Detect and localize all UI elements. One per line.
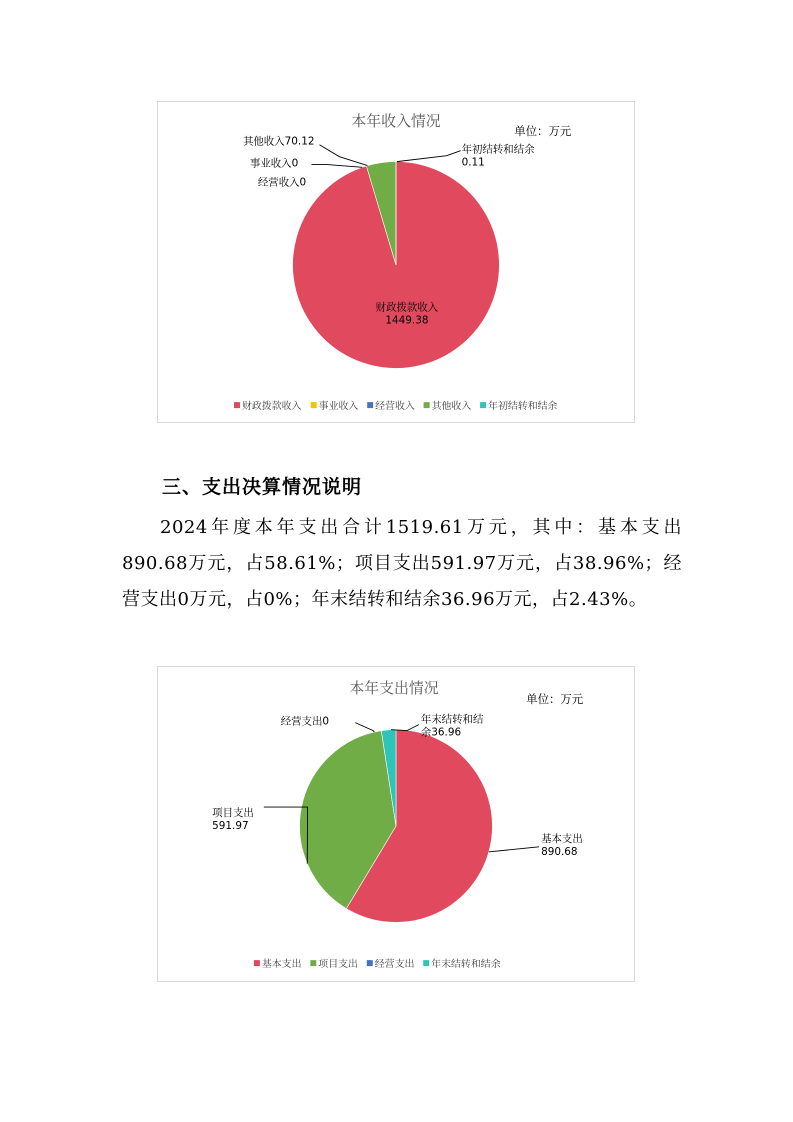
legend-swatch-事业收入 bbox=[311, 402, 317, 408]
legend-swatch-年初结转和结余 bbox=[480, 402, 486, 408]
section-heading: 三、支出决算情况说明 bbox=[162, 476, 363, 498]
legend-label-经营支出: 经营支出 bbox=[374, 959, 415, 971]
income-pie-chart bbox=[157, 101, 635, 423]
legend-swatch-其他收入 bbox=[424, 402, 430, 408]
expenditure-pie-chart bbox=[157, 666, 635, 982]
data-label-财政拨款收入: 财政拨款收入 1449.38 bbox=[375, 301, 439, 327]
unit-label: 单位：万元 bbox=[526, 691, 584, 706]
legend-label-事业收入: 事业收入 bbox=[318, 401, 359, 413]
legend-label-年末结转和结余: 年末结转和结余 bbox=[431, 959, 501, 971]
leader-line-其他收入 bbox=[319, 145, 367, 166]
paragraph-text: 2024年度本年支出合计1519.61万元，其中：基本支出890.68万元，占58.61%；项目支出591.97万元，占38.96%；经营支出0万元，占0%；年末结转和结余36.96万元，占2.43%。 bbox=[122, 517, 682, 610]
data-label-经营收入: 经营收入0 bbox=[257, 176, 307, 189]
data-label-经营支出: 经营支出0 bbox=[280, 715, 330, 728]
leader-line-基本支出 bbox=[489, 847, 539, 852]
data-label-年末结转和结余: 年末结转和结余36.96 bbox=[420, 713, 484, 739]
data-label-其他收入: 其他收入70.12 bbox=[242, 135, 315, 148]
legend-label-基本支出: 基本支出 bbox=[261, 959, 302, 971]
data-label-项目支出: 项目支出 591.97 bbox=[212, 807, 254, 832]
legend-swatch-经营支出 bbox=[367, 960, 373, 966]
chart-title: 本年支出情况 bbox=[349, 678, 439, 697]
legend-swatch-年末结转和结余 bbox=[423, 960, 429, 966]
expenditure-pie-svg bbox=[158, 667, 634, 981]
chart-title: 本年收入情况 bbox=[351, 111, 441, 130]
data-label-年初结转和结余: 年初结转和结余 0.11 bbox=[461, 143, 535, 169]
legend-label-经营收入: 经营收入 bbox=[375, 401, 415, 413]
legend-label-项目支出: 项目支出 bbox=[318, 959, 358, 971]
leader-line-年末结转和结余 bbox=[391, 725, 419, 731]
legend-swatch-财政拨款收入 bbox=[234, 402, 240, 408]
income-pie-svg bbox=[158, 102, 634, 422]
leader-line-年初结转和结余 bbox=[397, 151, 461, 162]
legend-swatch-项目支出 bbox=[310, 960, 316, 966]
legend-swatch-经营收入 bbox=[367, 402, 373, 408]
data-label-事业收入: 事业收入0 bbox=[249, 157, 299, 170]
leader-line-经营支出 bbox=[355, 723, 374, 732]
data-label-基本支出: 基本支出 890.68 bbox=[541, 832, 583, 858]
unit-label: 单位：万元 bbox=[514, 123, 572, 138]
legend-label-财政拨款收入: 财政拨款收入 bbox=[241, 401, 302, 413]
legend-swatch-基本支出 bbox=[254, 960, 260, 966]
legend-label-其他收入: 其他收入 bbox=[431, 401, 472, 413]
leader-line-事业收入 bbox=[312, 165, 363, 168]
section-paragraph bbox=[122, 510, 682, 618]
legend-label-年初结转和结余: 年初结转和结余 bbox=[488, 401, 558, 413]
